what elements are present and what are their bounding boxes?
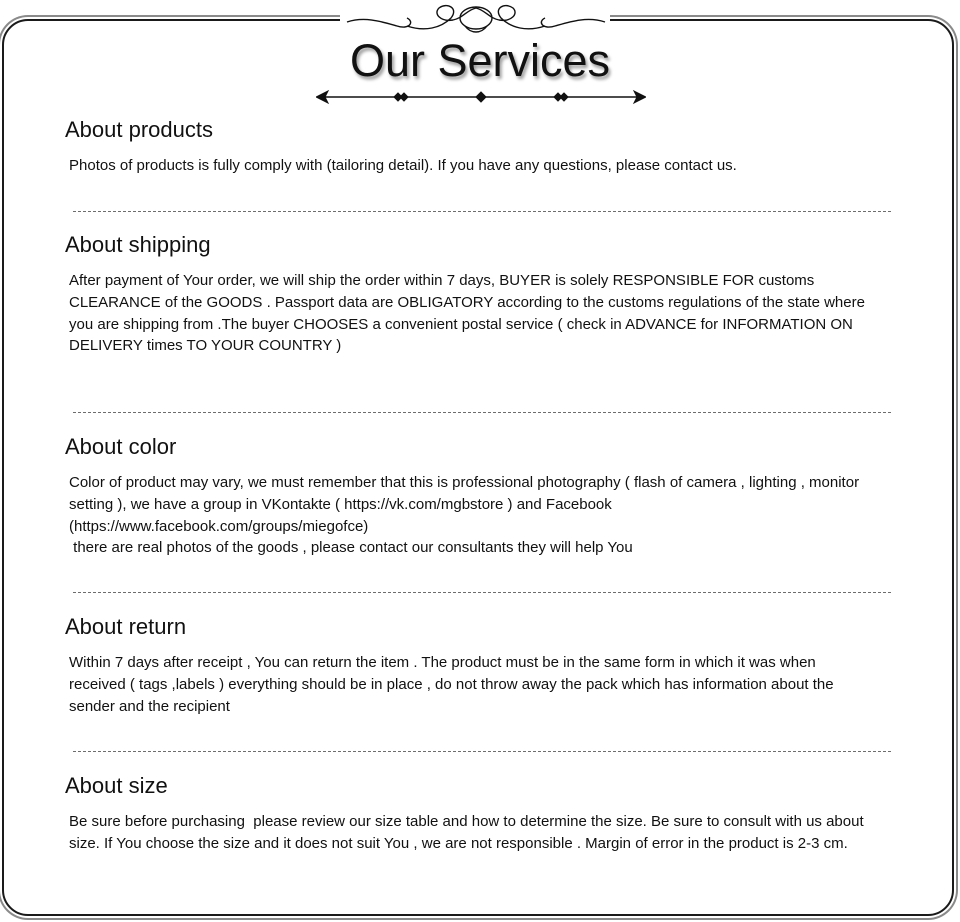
scroll-ornament-top: [345, 0, 607, 36]
section-heading: About size: [65, 773, 168, 798]
section-body-line: received ( tags ,labels ) everything should be in place , do not throw away the pack which has information about the: [69, 675, 834, 693]
section-about-products: [65, 116, 895, 177]
section-heading: About color: [65, 434, 177, 459]
section-divider: [73, 592, 891, 593]
section-heading: About shipping: [65, 232, 211, 257]
section-divider: [73, 211, 891, 212]
section-about-size: [65, 772, 895, 855]
section-body-line: Within 7 days after receipt , You can return the item . The product must be in the same form in which it was when: [69, 654, 816, 671]
section-heading: About return: [65, 614, 187, 639]
section-about-return: [65, 613, 895, 717]
section-body: [65, 811, 895, 855]
section-body-line: sender and the recipient: [69, 697, 230, 715]
section-about-shipping: [65, 231, 895, 357]
section-body-line: you are shipping from .The buyer CHOOSES a convenient postal service ( check in ADVANCE for INFORMATION ON: [69, 315, 853, 333]
section-body-line: CLEARANCE of the GOODS . Passport data are OBLIGATORY according to the customs regulations of the state where: [69, 293, 865, 311]
section-body-line: DELIVERY times TO YOUR COUNTRY ): [69, 337, 342, 355]
section-divider: [73, 751, 891, 752]
section-body-line: After payment of Your order, we will ship the order within 7 days, BUYER is solely RESPONSIBLE FOR customs: [69, 272, 815, 289]
section-body-line: size. If You choose the size and it does not suit You , we are not responsible . Margin of error in the product is 2-3 cm.: [69, 834, 848, 852]
section-body-line: Color of product may vary, we must remember that this is professional photography ( flash of camera , lighting , monitor: [69, 474, 860, 491]
section-body-line: (https://www.facebook.com/groups/miegofce): [69, 517, 369, 535]
page-title: Our Services: [349, 35, 611, 86]
section-body: [65, 270, 895, 357]
section-body-line: Be sure before purchasing please review our size table and how to determine the size. Be sure to consult with us about: [69, 813, 864, 830]
section-heading: About products: [65, 117, 213, 142]
section-body-line: there are real photos of the goods , please contact our consultants they will help You: [69, 539, 633, 557]
section-body: [65, 472, 895, 559]
section-divider: [73, 412, 891, 413]
divider-ornament: [316, 88, 646, 106]
section-about-color: [65, 433, 895, 559]
section-body: [65, 652, 895, 717]
section-body-line: setting ), we have a group in VKontakte ( https://vk.com/mgbstore ) and Facebook: [69, 495, 612, 513]
section-body-line: Photos of products is fully comply with (tailoring detail). If you have any questions, please contact us.: [69, 157, 737, 174]
section-body: [65, 155, 895, 177]
